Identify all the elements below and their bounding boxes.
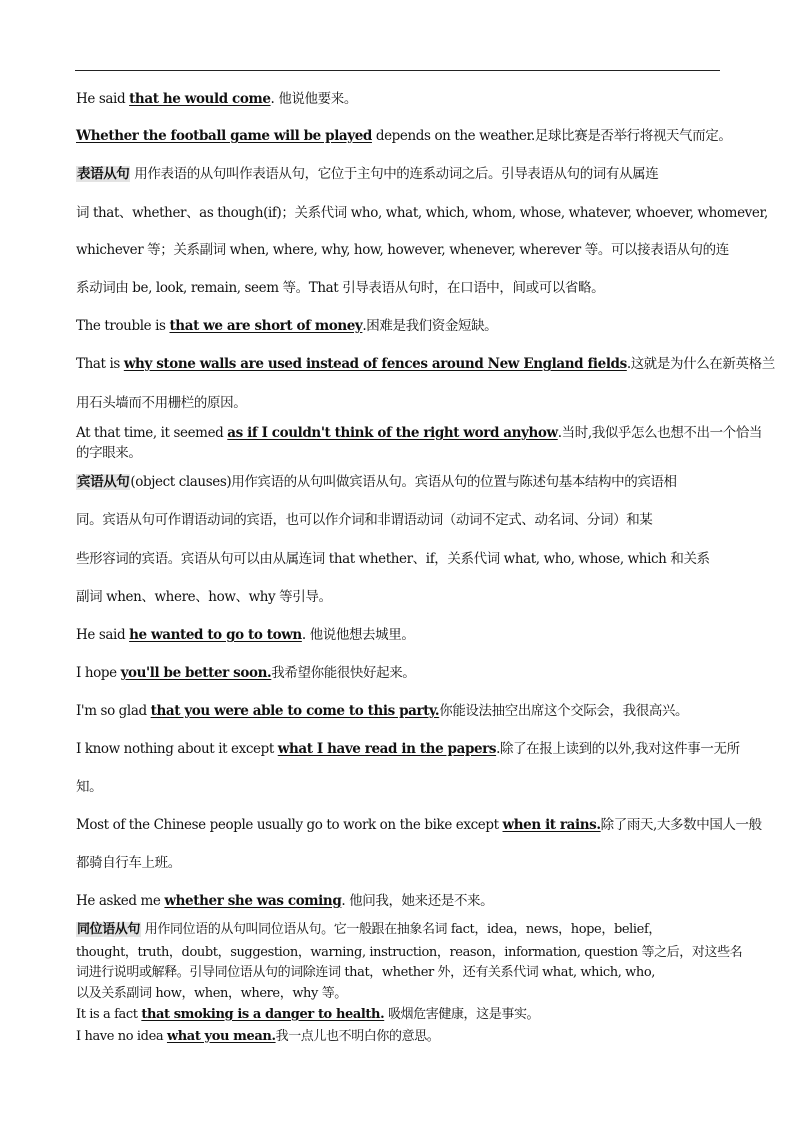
plain-text: (object clauses)用作宾语的从句叫做宾语从句。宾语从句的位置与陈述句基本结构中的宾语相 [130, 474, 677, 490]
plain-text: 我希望你能很快好起来。 [271, 665, 416, 681]
text-line [76, 737, 740, 757]
header-rule [75, 70, 720, 71]
text-line [76, 391, 246, 411]
plain-text: 都骑自行车上班。 [76, 855, 181, 871]
text-line [76, 661, 415, 681]
clause-example: what you mean. [166, 1029, 276, 1044]
plain-text: 以及关系副词 how，when，where，why 等。 [76, 986, 347, 1001]
plain-text: It is a fact [76, 1007, 142, 1022]
plain-text: 同。宾语从句可作谓语动词的宾语，也可以作介词和非谓语动词（动词不定式、动名词、分词）和某 [76, 512, 653, 528]
clause-example: as if I couldn't think of the right word anyhow [227, 425, 558, 441]
text-line [76, 201, 768, 221]
plain-text: .这就是为什么在新英格兰 [626, 356, 775, 372]
plain-text: He said [76, 91, 130, 107]
plain-text: thought，truth，doubt，suggestion，warning, instruction，reason，information, question 等之后，对这些名 [76, 945, 743, 960]
text-line [76, 441, 142, 461]
plain-text: I have no idea [76, 1029, 167, 1044]
plain-text: 我一点儿也不明白你的意思。 [275, 1029, 440, 1044]
text-line [76, 508, 652, 528]
plain-text: 除了雨天,大多数中国人一般 [600, 817, 762, 833]
plain-text: I hope [76, 665, 121, 681]
section-heading: 宾语从句 [77, 474, 130, 490]
text-line [76, 314, 497, 334]
plain-text: 系动词由 be, look, remain, seem 等。That 引导表语从句时，在口语中，间或可以省略。 [76, 280, 605, 296]
clause-example: that you were able to come to this party. [150, 703, 440, 719]
clause-example: he wanted to go to town [129, 627, 302, 643]
plain-text: 用石头墙而不用栅栏的原因。 [76, 395, 247, 411]
plain-text: . 他说他想去城里。 [301, 627, 415, 643]
plain-text: The trouble is [76, 318, 170, 334]
section-heading: 表语从句 [77, 166, 130, 182]
text-line [76, 982, 347, 1001]
text-line [76, 961, 655, 980]
plain-text: 词 that、whether、as though(if)；关系代词 who, what, which, whom, whose, whatever, whoever, whomever, [76, 205, 768, 221]
text-line [76, 918, 661, 937]
plain-text: 的字眼来。 [76, 445, 142, 461]
text-line [76, 851, 181, 871]
text-line [76, 699, 688, 719]
plain-text: .当时,我似乎怎么也想不出一个恰当 [557, 425, 763, 441]
plain-text: That is [76, 356, 124, 372]
plain-text: . 他说他要来。 [270, 91, 357, 107]
plain-text: At that time, it seemed [76, 425, 228, 441]
plain-text: .除了在报上读到的以外,我对这件事一无所 [496, 741, 740, 757]
plain-text: 你能设法抽空出席这个交际会，我很高兴。 [439, 703, 689, 719]
text-line [76, 623, 414, 643]
section-heading: 同位语从句 [77, 922, 141, 937]
text-line [76, 585, 332, 605]
plain-text: 些形容词的宾语。宾语从句可以由从属连词 that whether、if，关系代词 what, who, whose, which 和关系 [76, 551, 710, 567]
clause-example: when it rains. [502, 817, 601, 833]
text-line [76, 276, 604, 296]
text-line [76, 813, 762, 833]
plain-text: 知。 [76, 779, 103, 795]
text-line [76, 1025, 439, 1044]
text-line [76, 162, 658, 182]
text-line [76, 124, 731, 144]
plain-text: I'm so glad [76, 703, 151, 719]
plain-text: 副词 when、where、how、why 等引导。 [76, 589, 332, 605]
clause-example: why stone walls are used instead of fences around New England fields [123, 356, 627, 372]
clause-example: what I have read in the papers [277, 741, 497, 757]
text-line [76, 941, 742, 960]
clause-example: whether she was coming [164, 893, 342, 909]
text-line [76, 1003, 539, 1022]
plain-text: 吸烟危害健康，这是事实。 [384, 1007, 540, 1022]
text-line [76, 547, 710, 567]
text-line [76, 889, 493, 909]
plain-text: . 他问我，她来还是不来。 [341, 893, 494, 909]
clause-example: Whether the football game will be played [76, 128, 372, 144]
plain-text: 词进行说明或解释。引导同位语从句的词除连词 that，whether 外，还有关系代词 what, which, who, [76, 965, 656, 980]
text-line [76, 87, 357, 107]
plain-text: whichever 等；关系副词 when, where, why, how, however, whenever, wherever 等。可以接表语从句的连 [76, 242, 729, 258]
clause-example: that he would come [129, 91, 271, 107]
plain-text: I know nothing about it except [76, 741, 278, 757]
plain-text: .困难是我们资金短缺。 [362, 318, 498, 334]
plain-text: 用作表语的从句叫作表语从句，它位于主句中的连系动词之后。引导表语从句的词有从属连 [130, 166, 659, 182]
plain-text: depends on the weather.足球比赛是否举行将视天气而定。 [371, 128, 732, 144]
text-line [76, 775, 102, 795]
plain-text: Most of the Chinese people usually go to work on the bike except [76, 817, 503, 833]
clause-example: you'll be better soon. [120, 665, 272, 681]
plain-text: He said [76, 627, 130, 643]
text-line [76, 352, 775, 372]
text-line [76, 421, 762, 441]
clause-example: that we are short of money [169, 318, 363, 334]
clause-example: that smoking is a danger to health. [141, 1007, 385, 1022]
plain-text: He asked me [76, 893, 165, 909]
text-line [76, 470, 677, 490]
text-line [76, 238, 729, 258]
plain-text: 用作同位语的从句叫同位语从句。它一般跟在抽象名词 fact，idea，news，hope，belief， [141, 922, 661, 937]
